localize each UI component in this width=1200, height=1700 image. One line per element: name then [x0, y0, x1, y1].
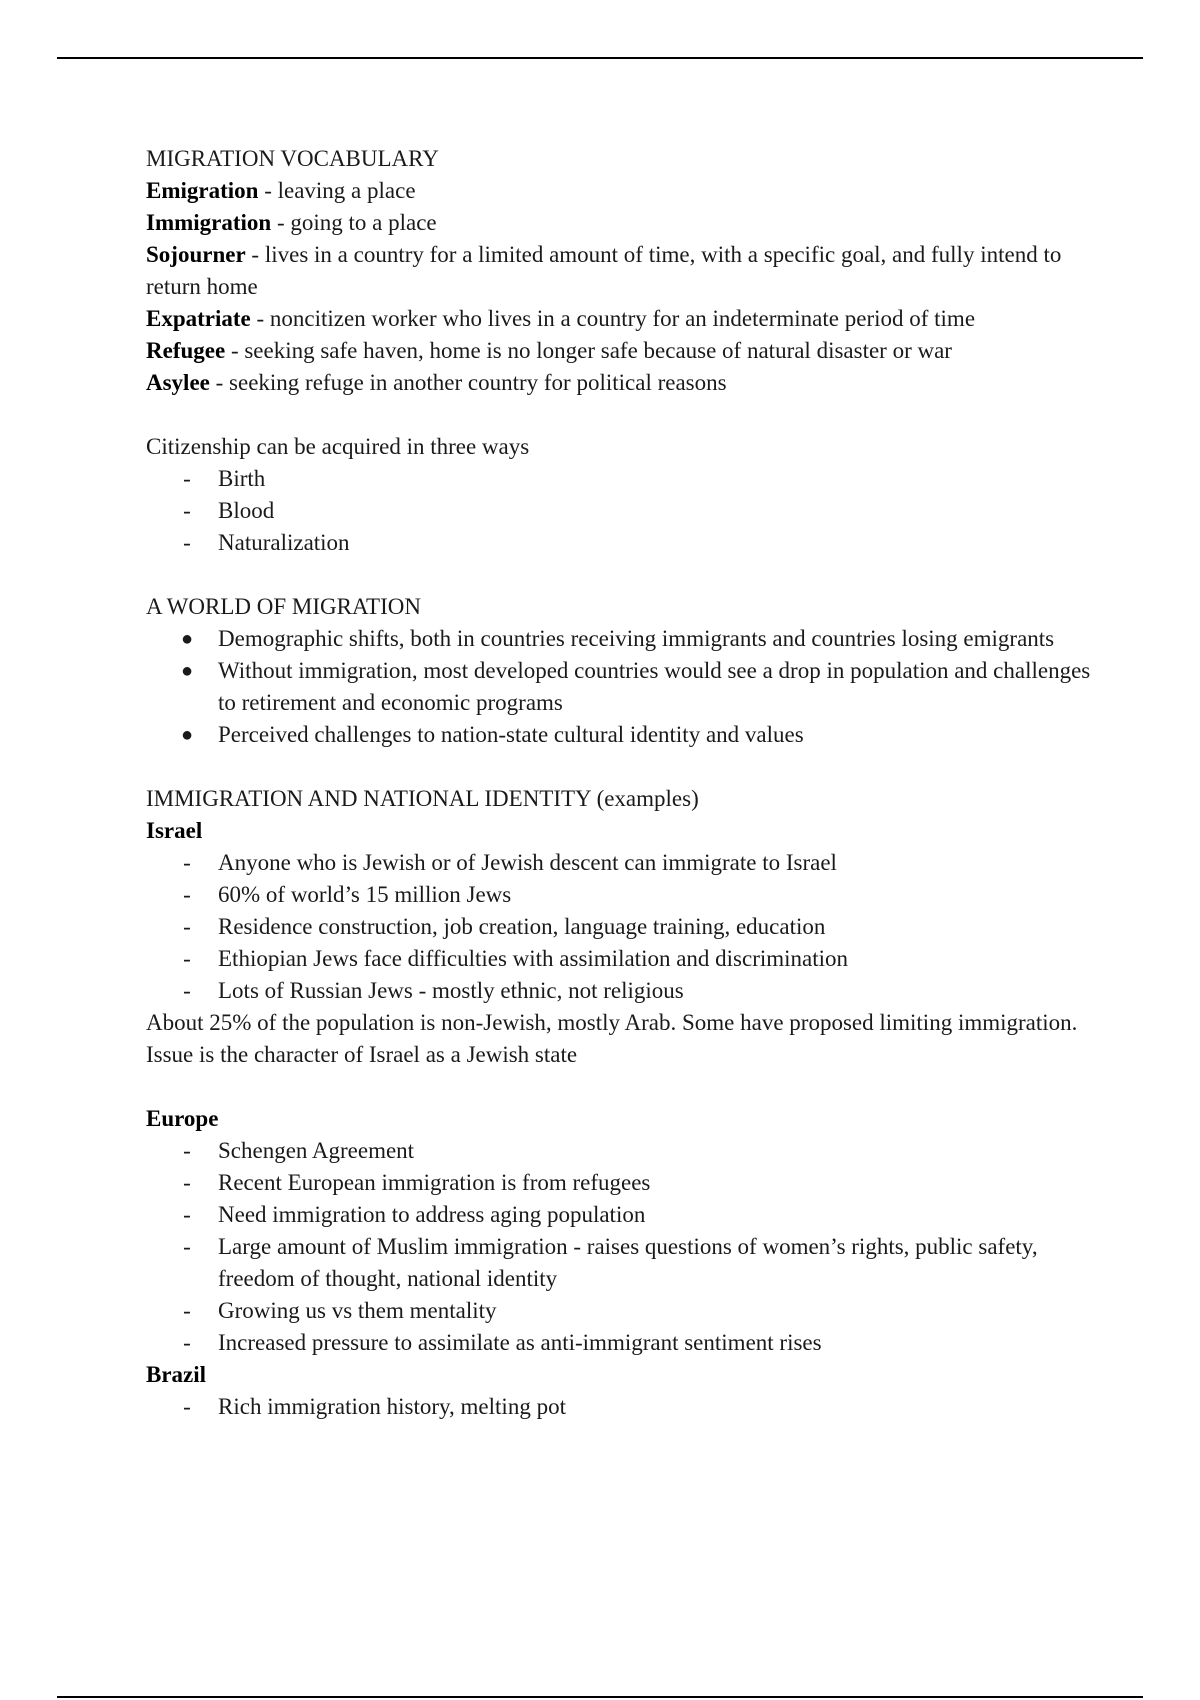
- list-item-text: Need immigration to address aging population: [218, 1202, 646, 1227]
- vocab-entry: [146, 207, 1096, 239]
- list-item-text: Perceived challenges to nation-state cultural identity and values: [218, 722, 804, 747]
- list-item: [146, 1231, 1096, 1295]
- list-item-text: Birth: [218, 466, 266, 491]
- list-item: [146, 527, 1096, 559]
- list-item: [146, 879, 1096, 911]
- vocab-definition: - going to a place: [271, 210, 437, 235]
- vocab-entry: [146, 303, 1096, 335]
- vocab-term: Refugee: [146, 338, 226, 363]
- list-item: [146, 655, 1096, 719]
- dash-marker: -: [183, 850, 191, 875]
- list-item-text: Large amount of Muslim immigration - raises questions of women’s rights, public safety, freedom of thought, national identity: [218, 1234, 1038, 1291]
- list-item: [146, 1391, 1096, 1423]
- list-item: [146, 1199, 1096, 1231]
- vocab-entry: [146, 175, 1096, 207]
- list-item-text: Demographic shifts, both in countries receiving immigrants and countries losing emigrants: [218, 626, 1055, 651]
- list-item-text: Ethiopian Jews face difficulties with assimilation and discrimination: [218, 946, 849, 971]
- israel-note: About 25% of the population is non-Jewish, mostly Arab. Some have proposed limiting immigration. Issue is the character of Israel as a Jewish state: [146, 1010, 1078, 1067]
- europe-list: [146, 1135, 1096, 1359]
- list-item-text: Naturalization: [218, 530, 350, 555]
- dash-marker: -: [183, 946, 191, 971]
- document-body: [146, 143, 1096, 1423]
- vocab-term: Emigration: [146, 178, 259, 203]
- list-item-text: Growing us vs them mentality: [218, 1298, 497, 1323]
- dash-marker: -: [183, 882, 191, 907]
- list-item: [146, 1135, 1096, 1167]
- vocab-definition: - lives in a country for a limited amount of time, with a specific goal, and fully intend to return home: [146, 242, 1062, 299]
- dash-marker: -: [183, 466, 191, 491]
- vocab-entry: [146, 239, 1096, 303]
- list-item: [146, 623, 1096, 655]
- list-item-text: Increased pressure to assimilate as anti-immigrant sentiment rises: [218, 1330, 822, 1355]
- list-item-text: Without immigration, most developed countries would see a drop in population and challenges to retirement and economic programs: [218, 658, 1091, 715]
- list-item-text: Schengen Agreement: [218, 1138, 415, 1163]
- citizenship-list: [146, 463, 1096, 559]
- spacer: [146, 399, 1096, 431]
- vocab-definition: - leaving a place: [258, 178, 416, 203]
- israel-heading: Israel: [146, 818, 203, 843]
- bottom-divider: [57, 1696, 1143, 1698]
- vocab-term: Immigration: [146, 210, 272, 235]
- citizenship-intro: Citizenship can be acquired in three ways: [146, 434, 530, 459]
- list-item: [146, 719, 1096, 751]
- list-item-text: Blood: [218, 498, 275, 523]
- list-item: [146, 1295, 1096, 1327]
- list-item: [146, 943, 1096, 975]
- vocab-term: Expatriate: [146, 306, 251, 331]
- list-item: [146, 1167, 1096, 1199]
- list-item: [146, 463, 1096, 495]
- dash-marker: -: [183, 1394, 191, 1419]
- list-item: [146, 847, 1096, 879]
- dash-marker: -: [183, 1330, 191, 1355]
- spacer: [146, 751, 1096, 783]
- brazil-list: [146, 1391, 1096, 1423]
- dash-marker: -: [183, 1170, 191, 1195]
- dash-marker: -: [183, 530, 191, 555]
- world-list: [146, 623, 1096, 751]
- list-item: [146, 911, 1096, 943]
- spacer: [146, 1071, 1096, 1103]
- list-item-text: Recent European immigration is from refugees: [218, 1170, 651, 1195]
- brazil-heading: Brazil: [146, 1362, 207, 1387]
- vocab-definition: - seeking refuge in another country for political reasons: [209, 370, 727, 395]
- list-item-text: Lots of Russian Jews - mostly ethnic, not religious: [218, 978, 684, 1003]
- dash-marker: -: [183, 1202, 191, 1227]
- top-divider: [57, 57, 1143, 59]
- spacer: [146, 559, 1096, 591]
- list-item-text: Rich immigration history, melting pot: [218, 1394, 566, 1419]
- dash-marker: -: [183, 1298, 191, 1323]
- list-item: [146, 1327, 1096, 1359]
- dash-marker: -: [183, 1138, 191, 1163]
- vocab-entry: [146, 335, 1096, 367]
- dash-marker: -: [183, 1234, 191, 1259]
- list-item-text: Residence construction, job creation, language training, education: [218, 914, 826, 939]
- europe-heading: Europe: [146, 1106, 219, 1131]
- vocab-definition: - noncitizen worker who lives in a country for an indeterminate period of time: [250, 306, 976, 331]
- list-item-text: 60% of world’s 15 million Jews: [218, 882, 512, 907]
- bullet-marker: ●: [181, 660, 194, 682]
- list-item: [146, 495, 1096, 527]
- dash-marker: -: [183, 914, 191, 939]
- vocab-term: Sojourner: [146, 242, 246, 267]
- dash-marker: -: [183, 978, 191, 1003]
- bullet-marker: ●: [181, 724, 194, 746]
- bullet-marker: ●: [181, 628, 194, 650]
- vocabulary-title: MIGRATION VOCABULARY: [146, 146, 439, 171]
- vocab-definition: - seeking safe haven, home is no longer safe because of natural disaster or war: [225, 338, 952, 363]
- list-item: [146, 975, 1096, 1007]
- vocab-entry: [146, 367, 1096, 399]
- israel-list: [146, 847, 1096, 1007]
- vocab-term: Asylee: [146, 370, 210, 395]
- dash-marker: -: [183, 498, 191, 523]
- world-title: A WORLD OF MIGRATION: [146, 594, 421, 619]
- identity-title: IMMIGRATION AND NATIONAL IDENTITY (examples): [146, 786, 699, 811]
- list-item-text: Anyone who is Jewish or of Jewish descent can immigrate to Israel: [218, 850, 837, 875]
